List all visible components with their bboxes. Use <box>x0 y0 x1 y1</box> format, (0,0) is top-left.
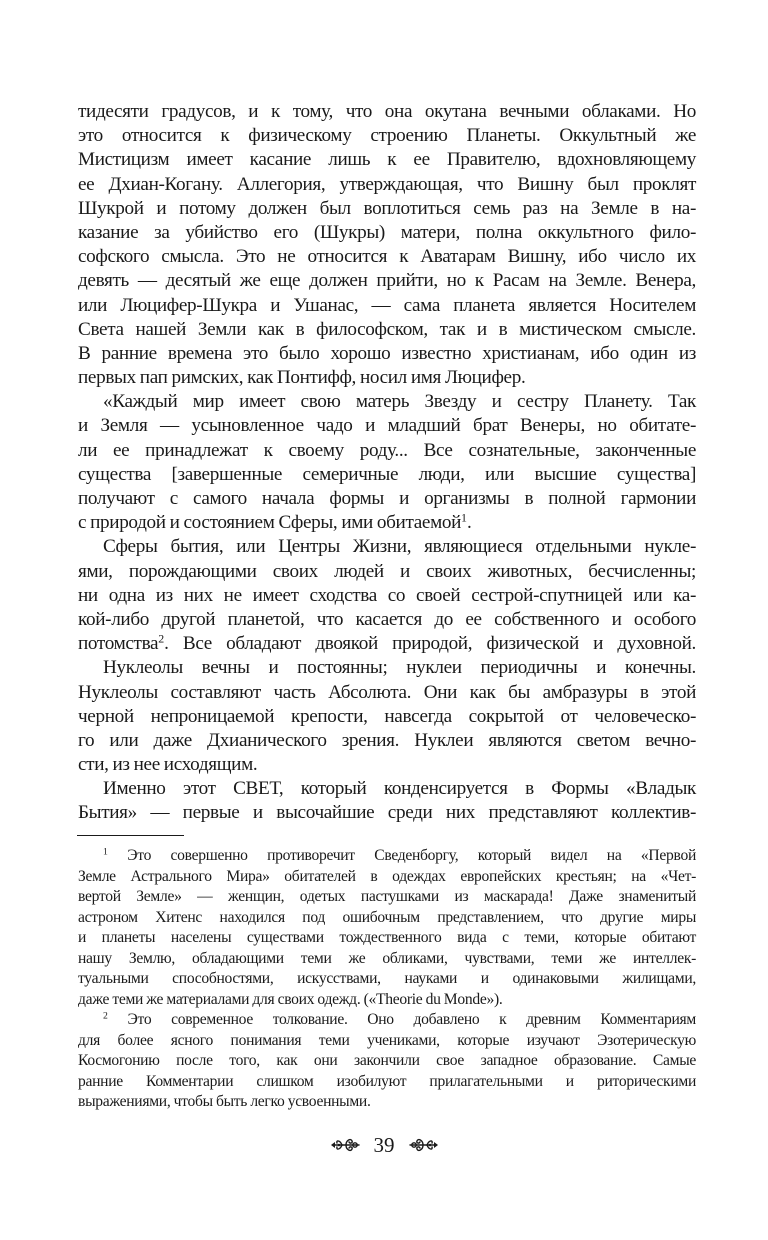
text-line: ли ее принадлежат к своему роду... Все сознательные, законченные <box>78 439 696 461</box>
footnote-1-line: Земле Астрального Мира» обитателей в одеждах европейских крестьян; на «Чет- <box>78 867 696 885</box>
footnote-2-line: для более ясного понимания теми учениками, которые изучают Эзотерическую <box>78 1031 696 1049</box>
footnote-1-line: астроном Хитенс находился под ошибочным представлением, что другие миры <box>78 908 696 926</box>
text-line: софского смысла. Это не относится к Аватарам Вишну, ибо число их <box>78 246 696 268</box>
text-line: Мистицизм имеет касание лишь к ее Правителю, вдохновляющему <box>78 149 696 171</box>
text-line: Сферы бытия, или Центры Жизни, являющиеся отдельными нукле- <box>103 536 696 558</box>
footnote-marker-2: 2 <box>103 1010 108 1022</box>
text-line: «Каждый мир имеет свою матерь Звезду и сестру Планету. Так <box>103 391 696 413</box>
main-text-body <box>78 100 696 826</box>
text-line: кой-либо другой планетой, что касается до ее собственного и особого <box>78 608 696 630</box>
text-fragment: с природой и состоянием Сферы, ими обитаемой <box>78 512 462 534</box>
footnote-1-line: даже теми же материалами для своих одежд. («Theorie du Monde»). <box>78 990 503 1008</box>
text-line: ее Дхиан-Когану. Аллегория, утверждающая, что Вишну был проклят <box>78 173 696 195</box>
text-line: В ранние времена это было хорошо известно христианам, ибо один из <box>78 342 696 364</box>
footnote-1-line: вертой Земле» — женщин, одетых пастушками из маскарада! Даже знаменитый <box>78 888 696 905</box>
page-footer <box>0 1128 768 1162</box>
floral-ornament-left-icon <box>330 1134 362 1156</box>
footnote-marker-1: 1 <box>103 846 108 858</box>
text-line: существа [завершенные семеричные люди, или высшие существа] <box>78 463 696 485</box>
text-line: первых пап римских, как Понтифф, носил имя Люцифер. <box>78 367 526 389</box>
text-line: Нуклеолы вечны и постоянны; нуклеи периодичны и конечны. <box>103 657 696 679</box>
text-line: Именно этот СВЕТ, который конденсируется в Формы «Владык <box>103 778 696 800</box>
text-line: тидесяти градусов, и к тому, что она окутана вечными облаками. Но <box>78 101 696 122</box>
text-line-with-footnote-ref <box>78 632 696 656</box>
text-fragment: потомства <box>78 633 159 655</box>
text-line-with-footnote-ref <box>78 511 696 535</box>
footnote-ref-1[interactable]: 1 <box>461 510 467 525</box>
footnote-1-line <box>78 846 696 867</box>
text-fragment: Это современное толкование. Оно добавлено к древним Комментариям <box>107 1011 696 1028</box>
text-line: или Люцифер-Шукра и Ушанас, — сама планета является Носителем <box>78 294 696 316</box>
footnote-2-line: выражениями, чтобы быть легко усвоенными. <box>78 1093 371 1110</box>
text-line: Бытия» — первые и высочайшие среди них представляют коллектив- <box>78 802 696 824</box>
footnote-2-line <box>78 1010 696 1031</box>
footnote-1-line: и планеты населены существами тождественного вида с теми, которые обитают <box>78 929 696 946</box>
text-line: сти, из нее исходящим. <box>78 754 258 776</box>
text-line: Нуклеолы составляют часть Абсолюта. Они как бы амбразуры в этой <box>78 681 696 703</box>
page-number: 39 <box>373 1133 395 1157</box>
footnote-1-line: нашу Землю, обладающими теми же обликами, чувствами, теми же интеллек- <box>78 949 696 967</box>
text-line: это относится к физическому строению Планеты. Оккультный же <box>78 125 696 147</box>
footnote-2-line: ранние Комментарии слишком изобилуют прилагательными и риторическими <box>78 1072 696 1090</box>
text-line: Шукрой и потому должен был воплотиться семь раз на Земле в на- <box>78 197 696 219</box>
text-line: казание за убийство его (Шукры) матери, полна оккультного фило- <box>78 221 696 243</box>
footnotes-section <box>78 846 696 1113</box>
text-line: Света нашей Земли как в философском, так и в мистическом смысле. <box>78 318 696 340</box>
footnote-ref-2[interactable]: 2 <box>158 631 165 646</box>
text-line: получают с самого начала формы и организмы в полной гармонии <box>78 488 696 509</box>
footnote-1-line: туальными способностями, искусствами, науками и одинаковыми жилищами, <box>78 970 696 987</box>
footnote-separator <box>77 835 184 836</box>
text-line: ями, порождающими своих людей и своих животных, бесчисленны; <box>78 560 696 582</box>
text-line: го или даже Дхианического зрения. Нуклеи являются светом вечно- <box>78 729 696 751</box>
text-fragment: . Все обладают двоякой природой, физической и духовной. <box>164 633 696 655</box>
text-fragment: . <box>466 512 472 534</box>
text-line: черной непроницаемой крепости, навсегда сокрытой от человеческо- <box>78 705 696 727</box>
floral-ornament-right-icon <box>407 1134 439 1156</box>
text-line: девять — десятый же еще должен прийти, но к Расам на Земле. Венера, <box>78 270 696 292</box>
text-line: и Земля — усыновленное чадо и младший брат Венеры, но обитате- <box>78 415 696 437</box>
footnote-2-line: Космогонию после того, как они закончили свое западное образование. Самые <box>78 1052 696 1069</box>
text-line: ни одна из них не имеет сходства со своей сестрой-спутницей или ка- <box>78 584 696 606</box>
text-fragment: Это совершенно противоречит Сведенборгу, который видел на «Первой <box>107 847 696 864</box>
